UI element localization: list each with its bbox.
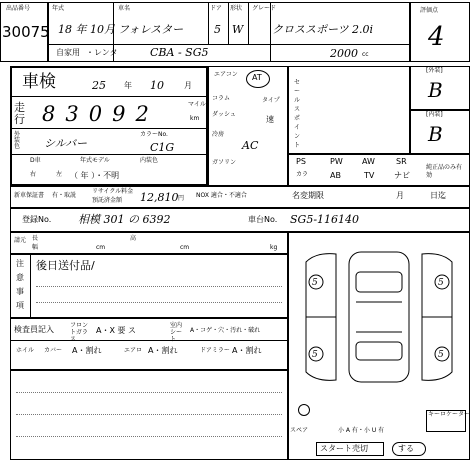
d-left: 左 [56,171,63,178]
rental-label: ・レンタ [86,48,118,57]
svg-text:5: 5 [438,278,444,288]
sale-point-box [288,66,410,154]
shape-label: 形状 [230,5,243,12]
grade-label: グレード [252,5,277,12]
exterior-grade-value: B [428,78,443,102]
cc-value: 2000 [330,47,358,60]
svg-text:5: 5 [438,350,444,360]
model-year-label: 年式モデル [80,157,110,164]
notes-label-1: 注 [16,259,24,268]
dmirror-value: A・割れ [232,346,262,355]
door-label: ドア [210,5,222,12]
notes-label-3: 事 [16,287,24,296]
equip-navi: ナビ [394,171,410,180]
inspector-label: 検査員記入 [14,325,54,334]
meigi-label: 名変期限 [292,191,324,200]
spare-circle [298,404,310,416]
shaken-label: 車検 [22,72,56,92]
meigi-month: 月 [396,191,404,200]
start-label: スタート売切 [320,444,368,453]
chassis-value: SG5-116140 [290,213,360,226]
ac-value: AC [242,139,259,152]
suru-label: する [398,444,414,453]
mileage-unit-km: km [190,115,200,122]
dims-weight-unit: kg [270,244,278,251]
jika-label: 自家用 [56,48,80,57]
recycle-label: リサイクル料金 [92,188,134,195]
exterior-grade-label: [外装] [426,67,443,74]
at-label: AT [252,73,262,82]
reg-value: 相模 301 の 6392 [78,213,171,226]
dash-label: ダッシュ [212,111,236,118]
recycle-unit: 円 [178,195,185,202]
name-label: 車名 [118,5,131,12]
aircon-label: エアコン [214,71,238,78]
d-label: D車 [30,157,41,164]
gasoline-label: ガソリン [212,159,237,166]
newcar-value: 有・取説 [52,192,77,199]
chassis-label: 車台No. [248,215,278,224]
notes-text: 後日送付品/ [36,259,95,272]
interior-grade-label: [内装] [426,111,443,118]
svg-text:5: 5 [312,350,318,360]
mileage-unit-mile: マイル [188,101,206,108]
front-glass-value: A・X 要 ス [96,326,137,335]
dmirror-label: ドアミラー [200,347,230,354]
lot-number: 30075 [2,23,50,41]
mileage-digits: 83092 [42,102,159,126]
model-year-value: （ 年 ）・不明 [70,171,120,180]
equip-ab: AB [330,171,341,180]
interior-seat-value: A・コゲ・穴・汚れ・破れ [190,327,261,334]
equip-aw: AW [362,157,375,166]
shaken-year: 25 [92,79,106,92]
lot-label: 出品番号 [6,5,31,12]
column-label: コラム [212,95,230,102]
notes-label-2: 意 [16,273,24,282]
shaken-year-unit: 年 [124,81,132,90]
exterior-label: 外装色 [14,131,21,150]
door-value: 5 [214,23,221,36]
shape-value: W [232,23,244,36]
color-no-label: カラーNo. [140,131,168,138]
lower-notes-box [10,370,288,460]
nox-label: NOX 適合・不適合 [196,192,247,199]
notes-label-4: 項 [16,301,24,310]
sale-point-label: セールスポイント [294,79,301,149]
recycle-sub: 預託済金額 [92,197,123,204]
dims-box [10,232,288,254]
dims-h: 高 [130,235,137,242]
d-right: 右 [30,171,37,178]
score-value: 4 [428,22,445,52]
aero-label: エアロ [124,347,143,354]
year-value: 18 年 10月 [58,23,115,36]
equip-sr: SR [396,157,407,166]
equip-tv: TV [364,171,375,180]
wheel-value: A・割れ [72,346,102,355]
equip-ps: PS [296,157,306,166]
equip-car: カラ [296,171,309,178]
shaken-month: 10 [150,79,164,92]
equip-navi-only: 純正品のみ有効 [426,164,463,179]
dims-unit-1: cm [96,244,106,251]
cc-unit: cc [362,51,369,58]
year-label: 年式 [52,5,65,12]
front-glass-label: フロントガラス [70,322,89,343]
interior-grade-value: B [428,122,443,146]
speed-label: 速 [266,115,274,124]
wheel-label: ホイル [16,347,35,354]
newcar-label: 新車保証書 [14,192,45,199]
svg-text:5: 5 [312,278,318,288]
name-value: フォレスター [118,23,184,36]
dims-l: 長 [32,235,39,242]
shaken-month-unit: 月 [184,81,192,90]
car-diagram [296,242,462,392]
cover-label: カバー [44,347,63,354]
equip-pw: PW [330,157,343,166]
mileage-label: 走行 [14,101,25,126]
tool-label: 小 A 有・小 U 有 [338,427,385,434]
interior-seat-label: 室内シート [170,322,183,343]
model-code: CBA - SG5 [150,46,209,59]
dims-label: 請元 [14,237,27,244]
color-no-value: C1G [150,141,175,154]
aero-value: A・割れ [148,346,178,355]
interior-label: 内装色 [140,157,159,164]
meigi-day: 日迄 [430,191,446,200]
spare-label: スペア [290,427,309,434]
at-type-label: タイプ [262,97,280,104]
score-label: 評価点 [420,7,439,14]
reg-label: 登録No. [22,215,52,224]
exterior-value: シルバー [44,137,87,150]
dims-w: 幅 [32,244,39,251]
ac-label: 冷房 [212,131,225,138]
key-label: キーロケーター [428,411,470,418]
recycle-value: 12,810 [140,191,179,204]
dims-unit-2: cm [180,244,190,251]
grade-value: クロススポーツ 2.0i [272,23,374,36]
